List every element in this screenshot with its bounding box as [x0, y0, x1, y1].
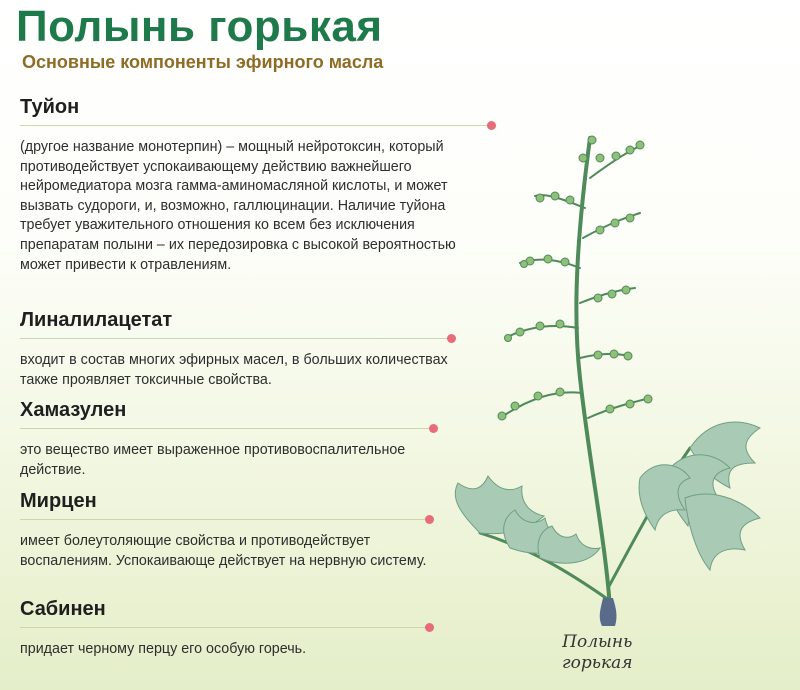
section-heading: [20, 96, 488, 126]
bullet-dot-icon: [429, 424, 438, 433]
section-chamazulene: [20, 399, 440, 480]
section-heading: [20, 399, 430, 429]
section-text: имеет болеутоляющие свойства и противодействует воспалениям. Успокаивающе действует на нервную систему.: [20, 533, 427, 569]
section-text: придает черному перцу его особую горечь.: [20, 641, 307, 657]
bullet-dot-icon: [425, 515, 434, 524]
section-sabinene: [20, 598, 440, 660]
section-myrcene: [20, 490, 450, 571]
bullet-dot-icon: [425, 623, 434, 632]
caption-line-1: Полынь: [562, 632, 633, 652]
wormwood-plant-icon: [440, 118, 790, 628]
page-subtitle: Основные компоненты эфирного масла: [22, 52, 384, 72]
section-heading-text: Линалилацетат: [20, 309, 173, 331]
page-title: Полынь горькая: [16, 2, 383, 51]
section-text: это вещество имеет выраженное противовоспалительное действие.: [20, 442, 406, 478]
section-thujone: [20, 96, 490, 275]
section-linalyl-acetate: [20, 309, 460, 390]
illustration-caption: [562, 632, 633, 674]
section-text: (другое название монотерпин) – мощный нейротоксин, который противодействует успокаивающему действию важнейшего нейромедиатора мозга гамма-аминомасляной кислоты, и может вызвать судороги, и, возможно, галлюцинации. Наличие туйона требует уважительного отношения ко всем без исключения препаратам полыни – их передозировка с высокой вероятностью может привести к отравлениям.: [20, 139, 456, 273]
section-heading: [20, 490, 426, 520]
section-heading: [20, 309, 448, 339]
section-heading-text: Мирцен: [20, 490, 97, 512]
section-text: входит в состав многих эфирных масел, в больших количествах также проявляет токсичные свойства.: [20, 352, 448, 388]
section-heading-text: Сабинен: [20, 598, 106, 620]
caption-line-2: горькая: [562, 653, 633, 673]
section-heading-text: Хамазулен: [20, 399, 127, 421]
section-heading: [20, 598, 426, 628]
section-heading-text: Туйон: [20, 96, 80, 118]
